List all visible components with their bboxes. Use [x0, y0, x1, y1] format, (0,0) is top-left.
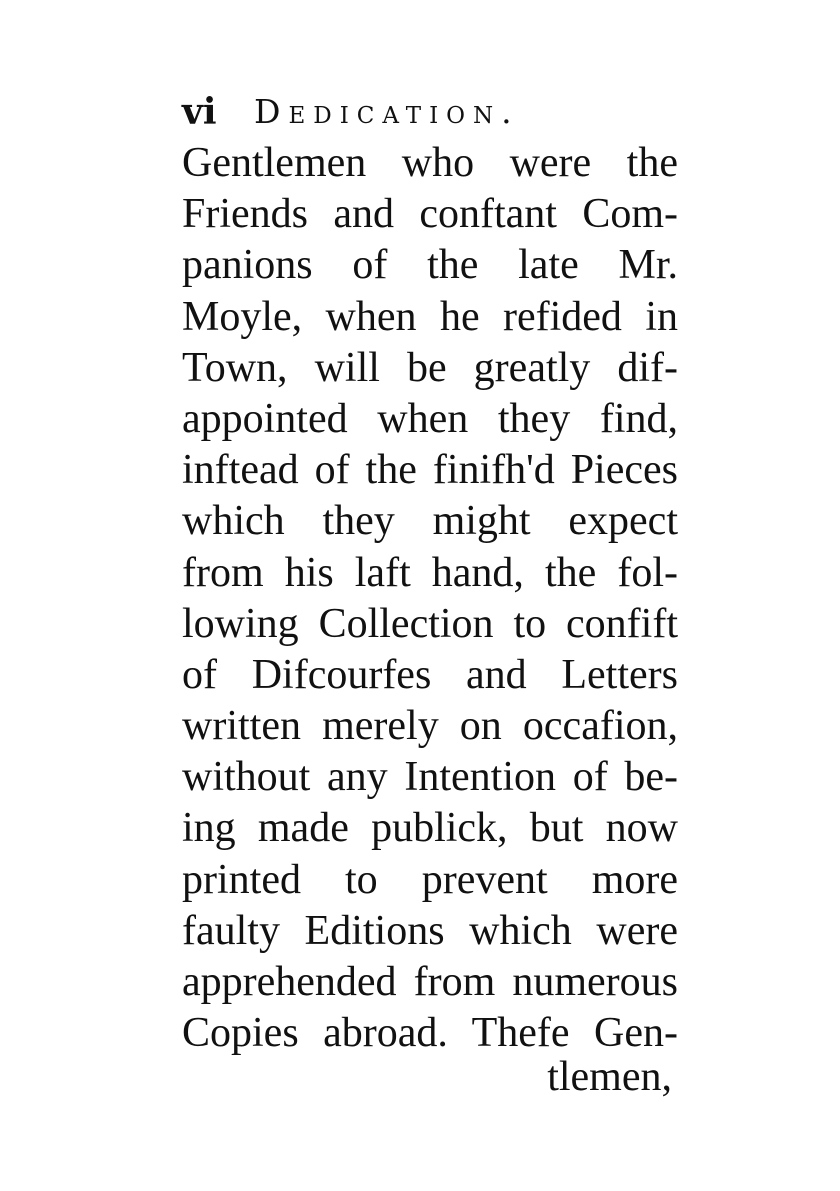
catchword: tlemen,	[547, 1054, 672, 1100]
text-line: Moyle, when he refided in	[182, 293, 678, 340]
page-number: vi	[182, 91, 217, 133]
text-line: from his laft hand, the fol-	[182, 549, 678, 596]
text-line: appointed when they find,	[182, 395, 678, 442]
text-line: ing made publick, but now	[182, 805, 678, 852]
body-text	[182, 138, 678, 1059]
text-line: inftead of the finifh'd Pieces	[182, 447, 678, 494]
running-title: Dedication.	[254, 92, 520, 131]
text-line: of Difcourfes and Letters	[182, 651, 678, 698]
text-line: which they might expect	[182, 498, 678, 545]
text-line: without any Intention of be-	[182, 754, 678, 801]
text-line: printed to prevent more	[182, 856, 678, 903]
text-line: panions of the late Mr.	[182, 242, 678, 289]
text-line: written merely on occafion,	[182, 703, 678, 750]
text-line: Copies abroad. Thefe Gen-	[182, 1010, 678, 1057]
text-line: lowing Collection to confift	[182, 600, 678, 647]
text-line: Friends and conftant Com-	[182, 191, 678, 238]
page-header	[182, 88, 682, 138]
text-line: apprehended from numerous	[182, 959, 678, 1005]
text-line: Gentlemen who were the	[182, 140, 678, 186]
text-line: faulty Editions which were	[182, 907, 678, 954]
text-line: Town, will be greatly dif-	[182, 344, 678, 391]
